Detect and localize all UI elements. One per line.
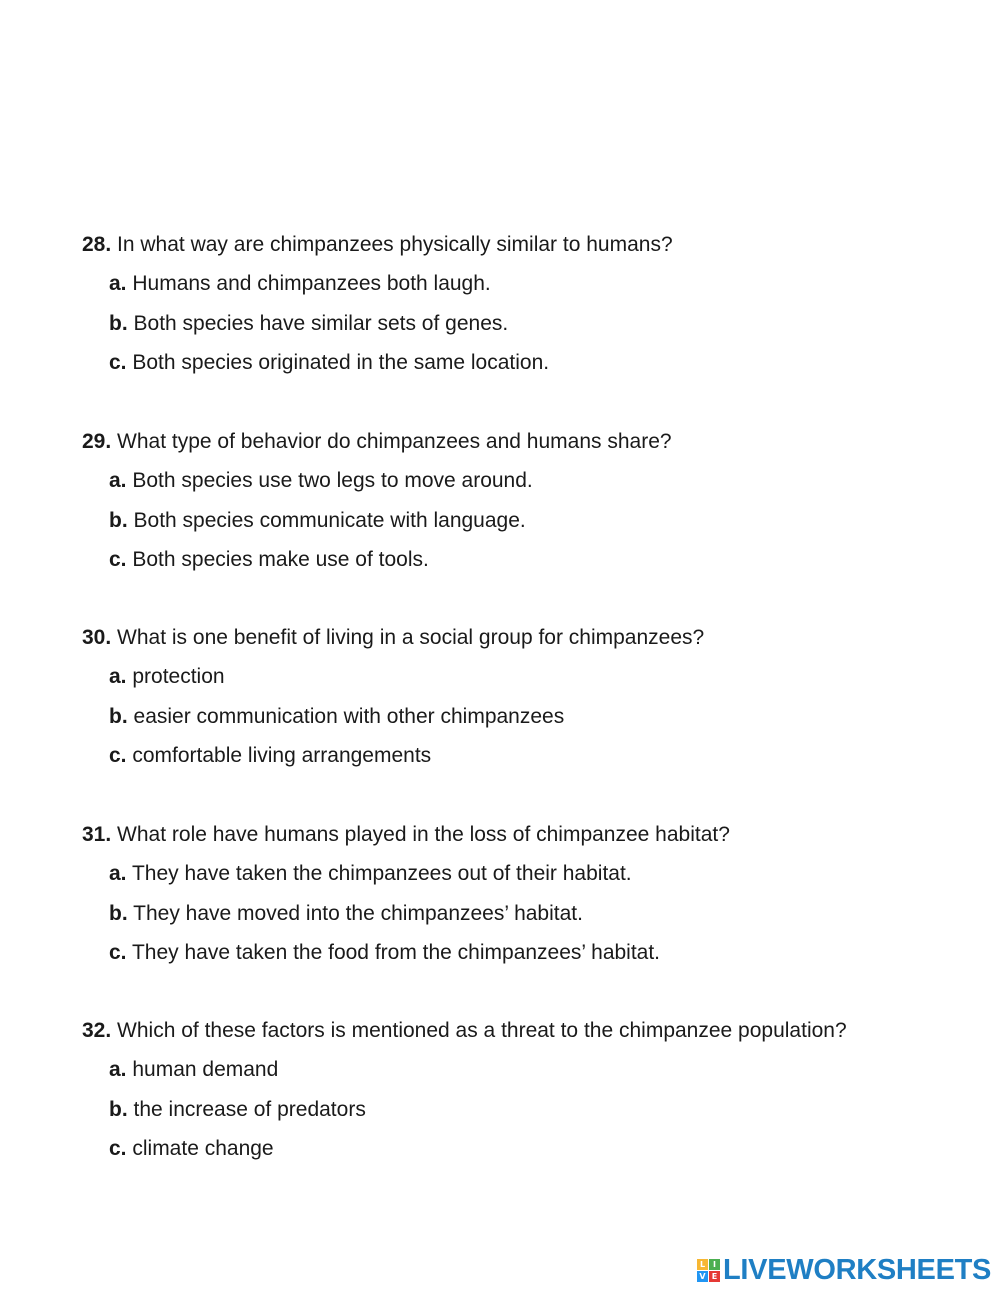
option-letter: a. (109, 1058, 127, 1082)
question-number: 30. (82, 626, 112, 649)
logo-text: LIVEWORKSHEETS (723, 1253, 992, 1286)
question-prompt (82, 225, 962, 264)
option-letter: c. (109, 940, 127, 964)
option-letter: c. (109, 1136, 127, 1160)
answer-option-c[interactable] (82, 933, 962, 972)
logo-block-e: E (709, 1271, 720, 1282)
option-letter: a. (109, 272, 127, 296)
answer-option-a[interactable] (82, 264, 962, 303)
option-letter: b. (109, 311, 128, 335)
option-text: Both species originated in the same location. (132, 350, 550, 374)
question-number: 32. (82, 1019, 112, 1042)
answer-option-c[interactable] (82, 1129, 962, 1168)
answer-option-b[interactable] (82, 304, 962, 343)
question-28 (82, 225, 962, 382)
logo-block-v: V (697, 1271, 708, 1282)
option-text: Both species have similar sets of genes. (133, 311, 509, 335)
liveworksheets-logo (697, 1254, 991, 1286)
option-text: protection (132, 665, 225, 689)
option-text: Both species make use of tools. (132, 547, 429, 571)
option-text: Both species use two legs to move around. (132, 469, 533, 493)
question-number: 29. (82, 430, 112, 453)
option-letter: a. (109, 469, 127, 493)
option-letter: b. (109, 704, 128, 728)
option-text: human demand (132, 1058, 279, 1082)
answer-option-c[interactable] (82, 736, 962, 775)
option-letter: a. (109, 665, 127, 689)
option-letter: b. (109, 1097, 128, 1121)
question-number: 28. (82, 233, 112, 256)
answer-option-b[interactable] (82, 697, 962, 736)
option-text: They have taken the food from the chimpanzees’ habitat. (131, 940, 661, 964)
question-30 (82, 618, 962, 775)
question-text: Which of these factors is mentioned as a threat to the chimpanzee population? (117, 1019, 847, 1042)
answer-option-b[interactable] (82, 894, 962, 933)
answer-option-a[interactable] (82, 854, 962, 893)
question-prompt (82, 422, 962, 461)
option-text: easier communication with other chimpanzees (133, 704, 565, 728)
option-text: Humans and chimpanzees both laugh. (132, 272, 491, 296)
option-letter: c. (109, 350, 127, 374)
answer-option-a[interactable] (82, 461, 962, 500)
answer-option-c[interactable] (82, 343, 962, 382)
option-letter: c. (109, 743, 127, 767)
question-prompt (82, 618, 962, 657)
option-text: climate change (132, 1136, 274, 1160)
answer-option-b[interactable] (82, 1090, 962, 1129)
option-text: Both species communicate with language. (133, 508, 526, 532)
question-text: What is one benefit of living in a social group for chimpanzees? (117, 626, 705, 649)
question-text: In what way are chimpanzees physically similar to humans? (117, 233, 673, 256)
question-32 (82, 1011, 962, 1168)
question-text: What role have humans played in the loss of chimpanzee habitat? (117, 823, 730, 846)
option-letter: b. (109, 508, 128, 532)
answer-option-a[interactable] (82, 657, 962, 696)
option-letter: a. (109, 862, 127, 886)
option-text: comfortable living arrangements (132, 743, 432, 767)
question-prompt (82, 815, 962, 854)
logo-block-i: I (709, 1259, 720, 1270)
logo-blocks-icon (697, 1259, 720, 1282)
option-text: They have moved into the chimpanzees’ habitat. (133, 901, 583, 925)
question-29 (82, 422, 962, 579)
answer-option-a[interactable] (82, 1050, 962, 1089)
logo-block-l: L (697, 1259, 708, 1270)
question-number: 31. (82, 823, 112, 846)
question-prompt (82, 1011, 962, 1050)
option-text: the increase of predators (133, 1097, 366, 1121)
option-letter: b. (109, 901, 128, 925)
option-text: They have taken the chimpanzees out of their habitat. (131, 862, 632, 886)
question-31 (82, 815, 962, 972)
answer-option-b[interactable] (82, 501, 962, 540)
option-letter: c. (109, 547, 127, 571)
answer-option-c[interactable] (82, 540, 962, 579)
question-text: What type of behavior do chimpanzees and humans share? (117, 430, 672, 453)
